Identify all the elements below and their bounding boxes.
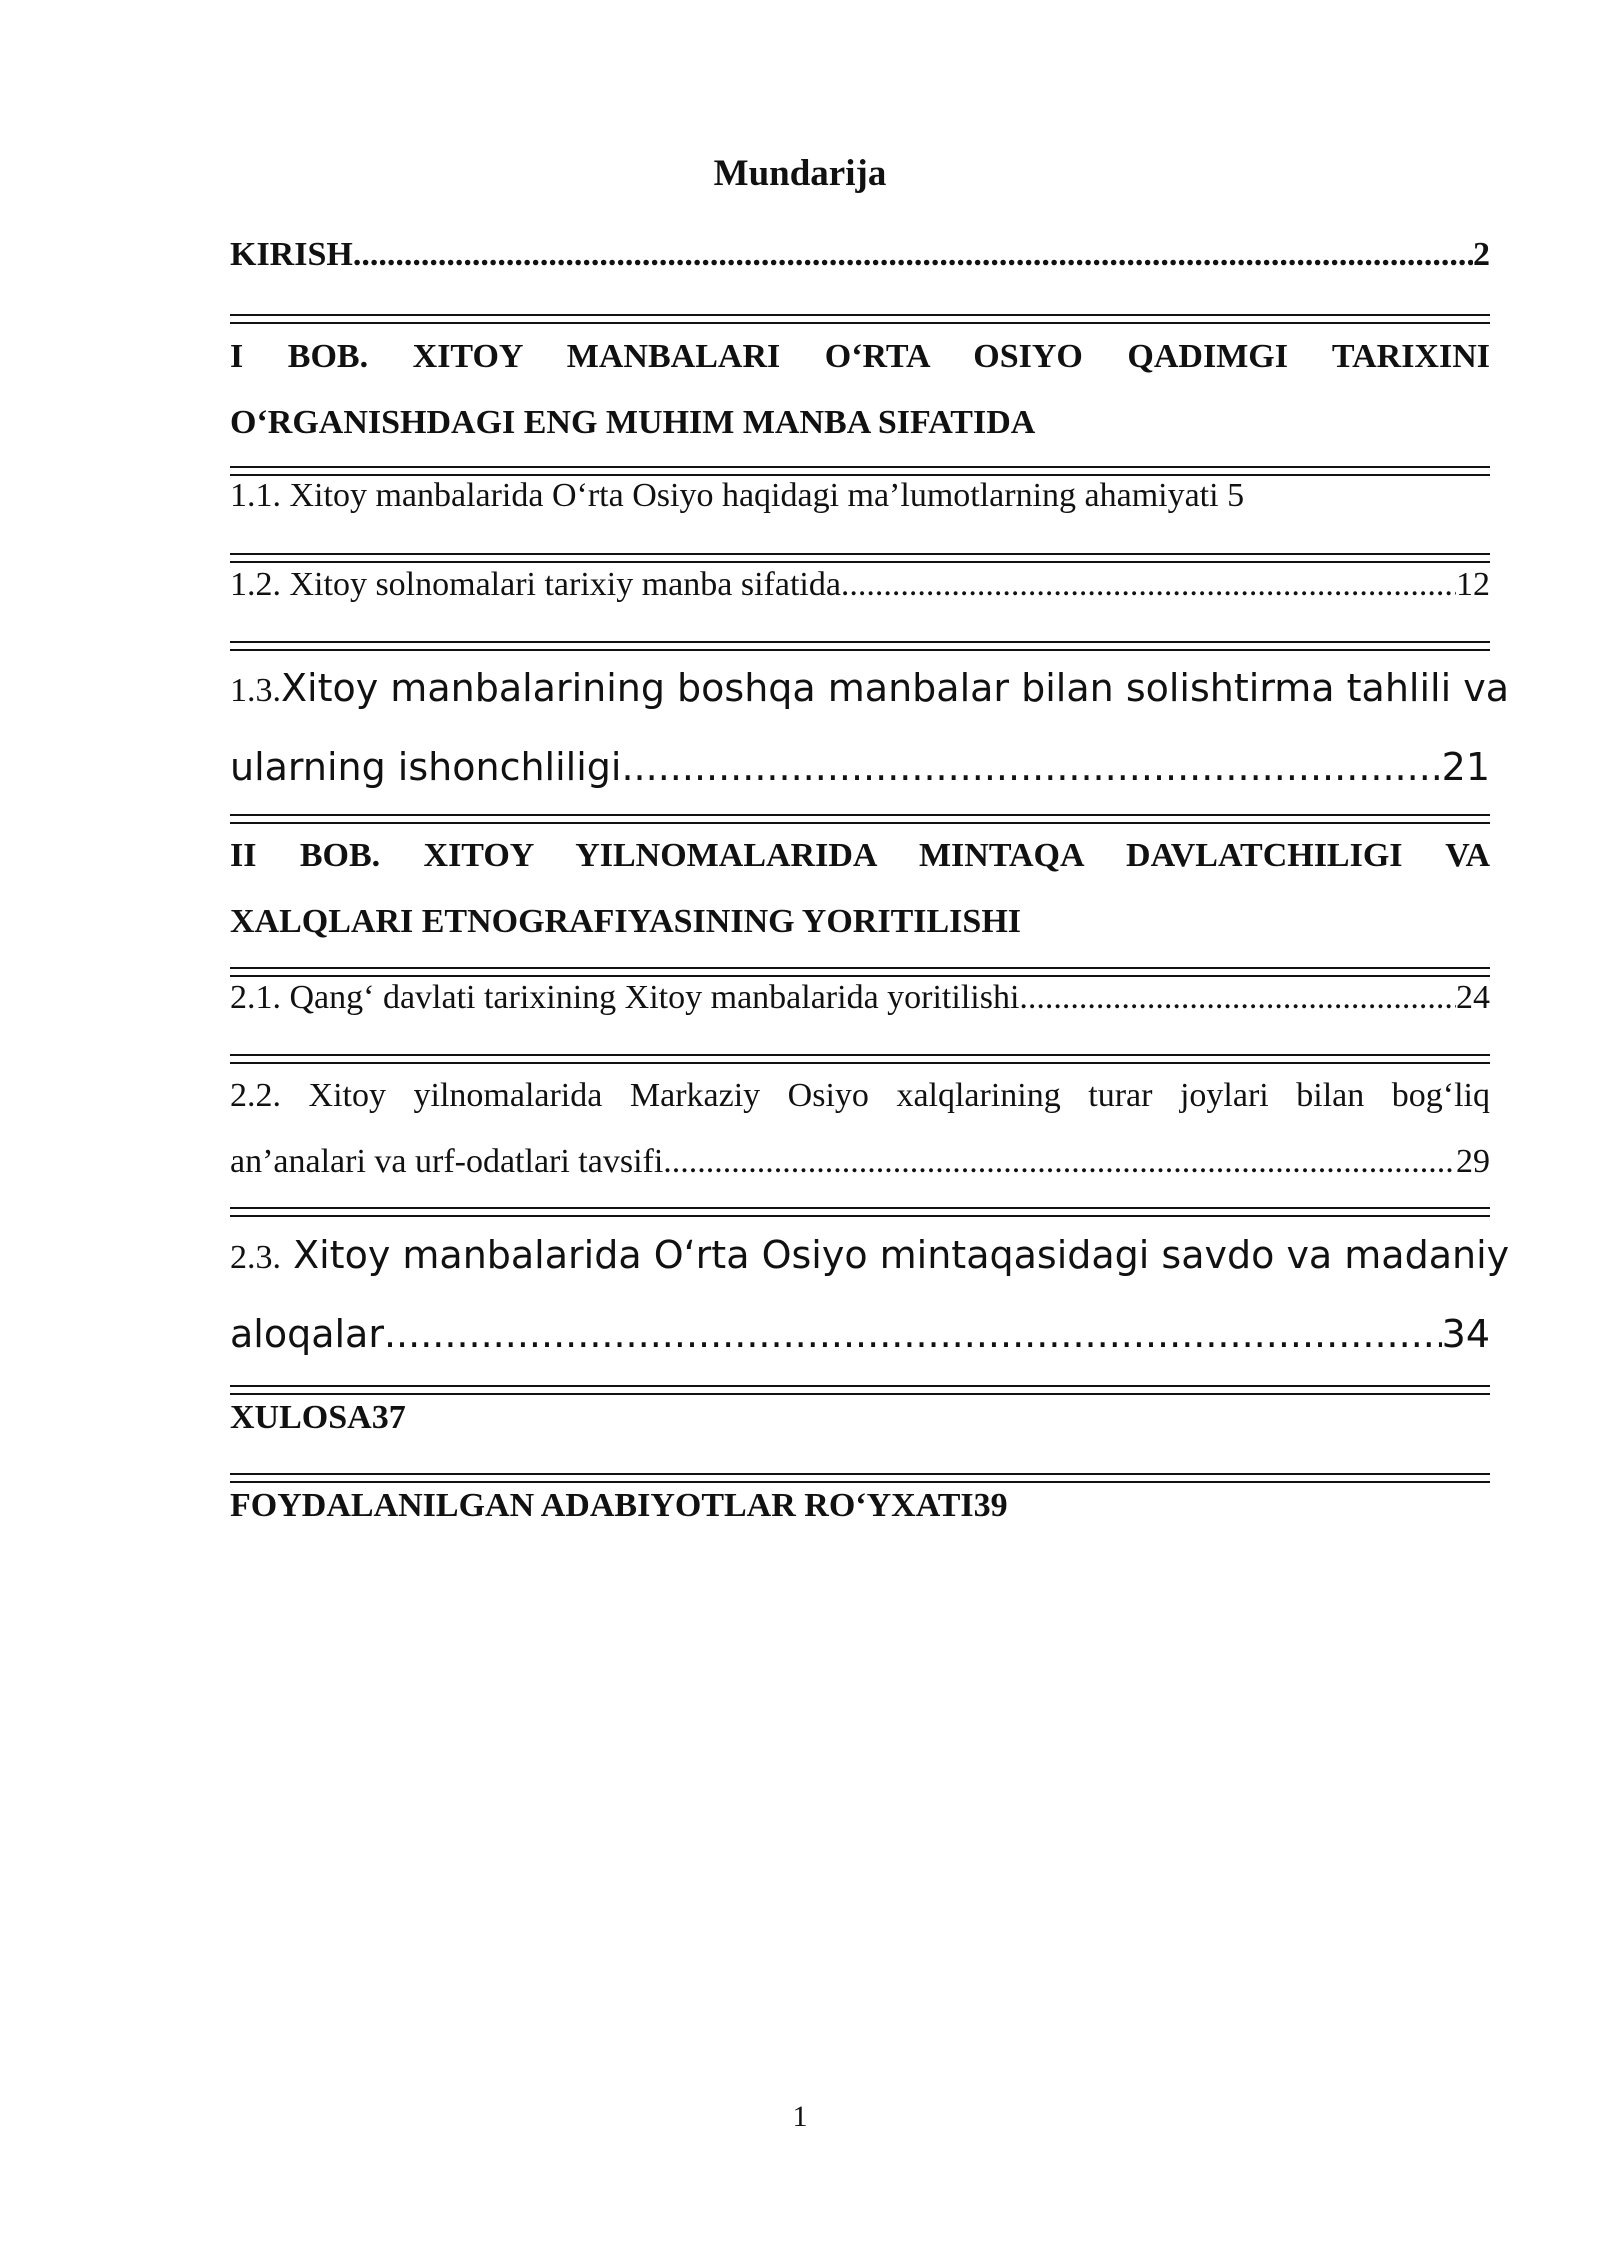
page-number: 1 xyxy=(792,2100,808,2133)
chapter-1-title-line-1: I BOB. XITOY MANBALARI O‘RTA OSIYO QADIMGI TARIXINI xyxy=(230,338,1490,375)
chapter-2-title-line-2: XALQLARI ETNOGRAFIYASINING YORITILISHI xyxy=(230,903,1021,940)
section-2-3-line-2 xyxy=(230,1296,1490,1372)
section-1-3-line-2 xyxy=(230,729,1490,805)
toc-entry-bibliography[interactable] xyxy=(230,1484,1490,1528)
dot-leader xyxy=(841,563,1456,607)
toc-entry-1-2[interactable] xyxy=(230,563,1490,607)
page-title: Mundarija xyxy=(713,153,887,194)
toc-entry-label: an’analari va urf-odatlari tavsifi xyxy=(230,1143,664,1180)
dot-leader xyxy=(384,1296,1442,1372)
toc-page-number: 12 xyxy=(1456,566,1490,603)
dot-leader xyxy=(663,1129,1456,1195)
toc-entry-label: aloqalar xyxy=(230,1312,384,1356)
separator-line xyxy=(230,466,1490,476)
section-number: 1.3. xyxy=(230,672,281,709)
chapter-2-title-line-1: II BOB. XITOY YILNOMALARIDA MINTAQA DAVLATCHILIGI VA xyxy=(230,837,1490,874)
section-1-3-title-line-1: Xitoy manbalarining boshqa manbalar bilan solishtirma tahlili va xyxy=(281,666,1510,710)
toc-entry-label: ularning ishonchliligi xyxy=(230,745,622,789)
toc-entry-label: 2.1. Qang‘ davlati tarixining Xitoy manbalarida yoritilishi xyxy=(230,979,1020,1016)
toc-page-number: 29 xyxy=(1456,1143,1490,1180)
section-2-3-title-line-1: Xitoy manbalarida O‘rta Osiyo mintaqasidagi savdo va madaniy xyxy=(281,1233,1510,1277)
toc-entry-label: XULOSA37 xyxy=(230,1399,406,1436)
toc-entry-2-1[interactable] xyxy=(230,976,1490,1020)
dot-leader xyxy=(353,236,1473,274)
toc-page-number: 24 xyxy=(1456,979,1490,1016)
toc-page-number: 34 xyxy=(1441,1312,1490,1356)
toc-entry-kirish[interactable] xyxy=(230,236,1490,274)
separator-line xyxy=(230,1385,1490,1395)
section-2-2-line-2 xyxy=(230,1129,1490,1195)
toc-entry-1-1[interactable] xyxy=(230,476,1490,516)
toc-page-number: 21 xyxy=(1441,745,1490,789)
toc-entry-2-3[interactable] xyxy=(230,1217,1510,1372)
toc-entry-label: FOYDALANILGAN ADABIYOTLAR RO‘YXATI39 xyxy=(230,1487,1008,1524)
chapter-1-title-line-2: O‘RGANISHDAGI ENG MUHIM MANBA SIFATIDA xyxy=(230,404,1036,441)
toc-entry-chapter-1[interactable] xyxy=(230,324,1490,456)
dot-leader xyxy=(621,729,1441,805)
section-2-2-title-line-1: 2.2. Xitoy yilnomalarida Markaziy Osiyo xalqlarining turar joylari bilan bog‘liq xyxy=(230,1077,1490,1114)
section-number: 2.3. xyxy=(230,1239,281,1276)
toc-entry-2-2[interactable] xyxy=(230,1063,1490,1195)
section-2-3-line-1 xyxy=(230,1217,1510,1296)
separator-line xyxy=(230,553,1490,563)
section-1-3-line-1 xyxy=(230,650,1510,729)
toc-entry-xulosa[interactable] xyxy=(230,1396,1490,1440)
separator-line xyxy=(230,1473,1490,1483)
toc-entry-label: 1.1. Xitoy manbalarida O‘rta Osiyo haqidagi ma’lumotlarning ahamiyati 5 xyxy=(230,477,1245,514)
dot-leader xyxy=(1019,976,1456,1020)
toc-entry-label: 1.2. Xitoy solnomalari tarixiy manba sifatida xyxy=(230,566,841,603)
toc-entry-1-3[interactable] xyxy=(230,650,1510,805)
toc-entry-label: KIRISH xyxy=(230,236,353,273)
toc-entry-chapter-2[interactable] xyxy=(230,823,1490,955)
toc-page-number: 2 xyxy=(1473,236,1490,273)
separator-line xyxy=(230,1207,1490,1217)
separator-line xyxy=(230,314,1490,324)
